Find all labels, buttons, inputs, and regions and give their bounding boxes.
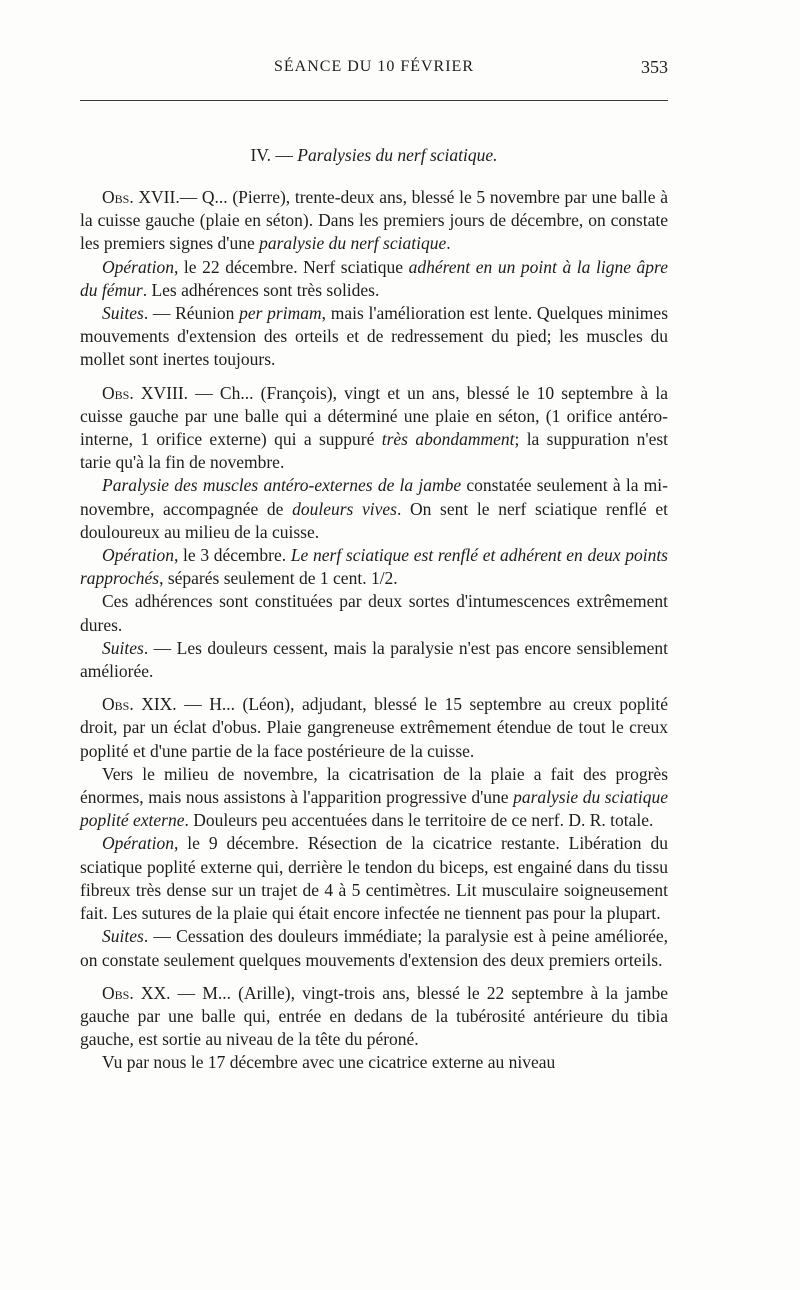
obs18-text: . — Les douleurs cessent, mais la paralysie n'est pas encore sensiblement améliorée. — [80, 637, 668, 682]
obs17-emphasis: per primam — [239, 303, 322, 324]
obs17-text: . — [446, 233, 451, 254]
obs18-text: . On sent le nerf sciatique renflé et douloureux au milieu de la cuisse. — [80, 498, 668, 542]
obs18-emphasis: Le nerf sciatique est renflé et adhérent en deux points rapprochés — [80, 545, 668, 589]
obs19-text: . — Cessation des douleurs immédiate; la paralysie est à peine améliorée, on constate seulement quelques mouvements d'extension des deux premiers orteils. — [80, 926, 668, 970]
section-number: IV. — — [250, 145, 298, 165]
obs19-suites — [80, 925, 668, 971]
page-header — [80, 56, 668, 84]
obs19-text: . Douleurs peu accentuées dans le territoire de ce nerf. D. R. totale. — [184, 810, 654, 831]
obs19-operation — [80, 832, 668, 925]
page-number: 353 — [641, 57, 668, 77]
obs19-text: , le 9 décembre. Résection de la cicatrice restante. Libération du sciatique poplité externe qui, derrière le tendon du biceps, est engainé dans du tissu fibreux très dense sur un trajet de 4 à 5 centimètres. Lit musculaire soigneusement fait. Les sutures de la plaie qui était encore infectée ne tiennent pas pour la plupart. — [80, 833, 668, 924]
obs18-text: , le 3 décembre. — [173, 545, 291, 566]
obs18-emphasis: Paralysie des muscles antéro-externes de la jambe — [102, 475, 462, 496]
obs19-text: — H... (Léon), adjudant, blessé le 15 septembre au creux poplité droit, par un éclat d'obus. Plaie gangreneuse extrêmement étendue de tout le creux poplité et d'une partie de la face postérieure de la cuisse. — [80, 694, 668, 761]
obs17-intro — [80, 186, 668, 256]
obs18-text: ; la suppuration n'est tarie qu'à la fin de novembre. — [80, 429, 669, 473]
obs17-label: Obs. XVII. — [102, 187, 180, 207]
obs17-text: , le 22 décembre. Nerf sciatique — [173, 256, 409, 277]
obs17-suites-label: Suites — [102, 303, 144, 324]
obs18-suites-label: Suites — [102, 637, 144, 658]
obs17-emphasis: adhérent en un point à la ligne âpre du fémur — [80, 256, 668, 300]
running-head: SÉANCE DU 10 FÉVRIER — [273, 58, 474, 75]
obs17-text: . Les adhérences sont très solides. — [142, 279, 380, 300]
obs19-emphasis: paralysie du sciatique poplité externe — [80, 787, 668, 831]
obs18-text: , séparés seulement de 1 cent. 1/2. — [159, 568, 398, 589]
obs17-emphasis: paralysie du nerf sciatique — [259, 233, 447, 254]
obs18-text: — Ch... (François), vingt et un ans, blessé le 10 septembre à la cuisse gauche par une balle qui a déterminé une plaie en séton, (1 orifice antéro-interne, 1 orifice externe) qui a suppuré — [80, 382, 669, 450]
obs18-suites — [80, 637, 668, 683]
obs19-text: Vers le milieu de novembre, la cicatrisation de la plaie a fait des progrès énormes, mais nous assistons à l'apparition progressive d'une — [80, 763, 668, 808]
obs19-suites-label: Suites — [102, 926, 144, 947]
obs17-operation-label: Opération — [102, 256, 174, 277]
document-body — [80, 186, 668, 1075]
obs19-intro — [80, 693, 668, 763]
obs20-text: — M... (Arille), vingt-trois ans, blessé le 22 septembre à la jambe gauche par une balle qui, entrée en dedans de la tubérosité antérieure du tibia gauche, est sortie au niveau de la tête du péroné. — [80, 982, 668, 1050]
obs17-text: , mais l'amélioration est lente. Quelques minimes mouvements d'extension des orteils et de redressement du pied; les muscles du mollet sont inertes toujours. — [80, 303, 669, 370]
obs18-adhesions: Ces adhérences sont constituées par deux sortes d'intumescences extrêmement dures. — [80, 591, 668, 635]
section-title — [80, 145, 668, 166]
obs18-emphasis: douleurs vives — [292, 498, 397, 519]
obs17-suites — [80, 302, 668, 372]
obs18-emphasis: très abondamment — [381, 429, 515, 450]
obs20-intro — [80, 982, 668, 1052]
obs17-text: . — Réunion — [143, 303, 240, 324]
obs20-label: Obs. XX. — [102, 982, 171, 1003]
obs18-intro — [80, 382, 668, 475]
obs20-examination: Vu par nous le 17 décembre avec une cicatrice externe au niveau — [102, 1052, 556, 1073]
obs17-text: — Q... (Pierre), trente-deux ans, blessé le 5 novembre par une balle à la cuisse gauche (plaie en séton). Dans les premiers jours de décembre, on constate les premiers signes d'une — [80, 187, 668, 254]
section-title-text: Paralysies du nerf sciatique. — [297, 145, 498, 165]
obs18-operation — [80, 544, 668, 590]
obs18-text: constatée seulement à la mi-novembre, accompagnée de — [80, 475, 668, 519]
obs19-label: Obs. XIX. — [102, 694, 177, 715]
obs19-evolution — [80, 763, 668, 833]
header-rule — [80, 100, 668, 101]
obs18-label: Obs. XVIII. — [102, 382, 189, 403]
obs19-operation-label: Opération — [102, 833, 174, 854]
obs18-operation-label: Opération — [102, 545, 174, 566]
obs17-operation — [80, 256, 668, 302]
obs18-paralysis — [80, 474, 668, 544]
